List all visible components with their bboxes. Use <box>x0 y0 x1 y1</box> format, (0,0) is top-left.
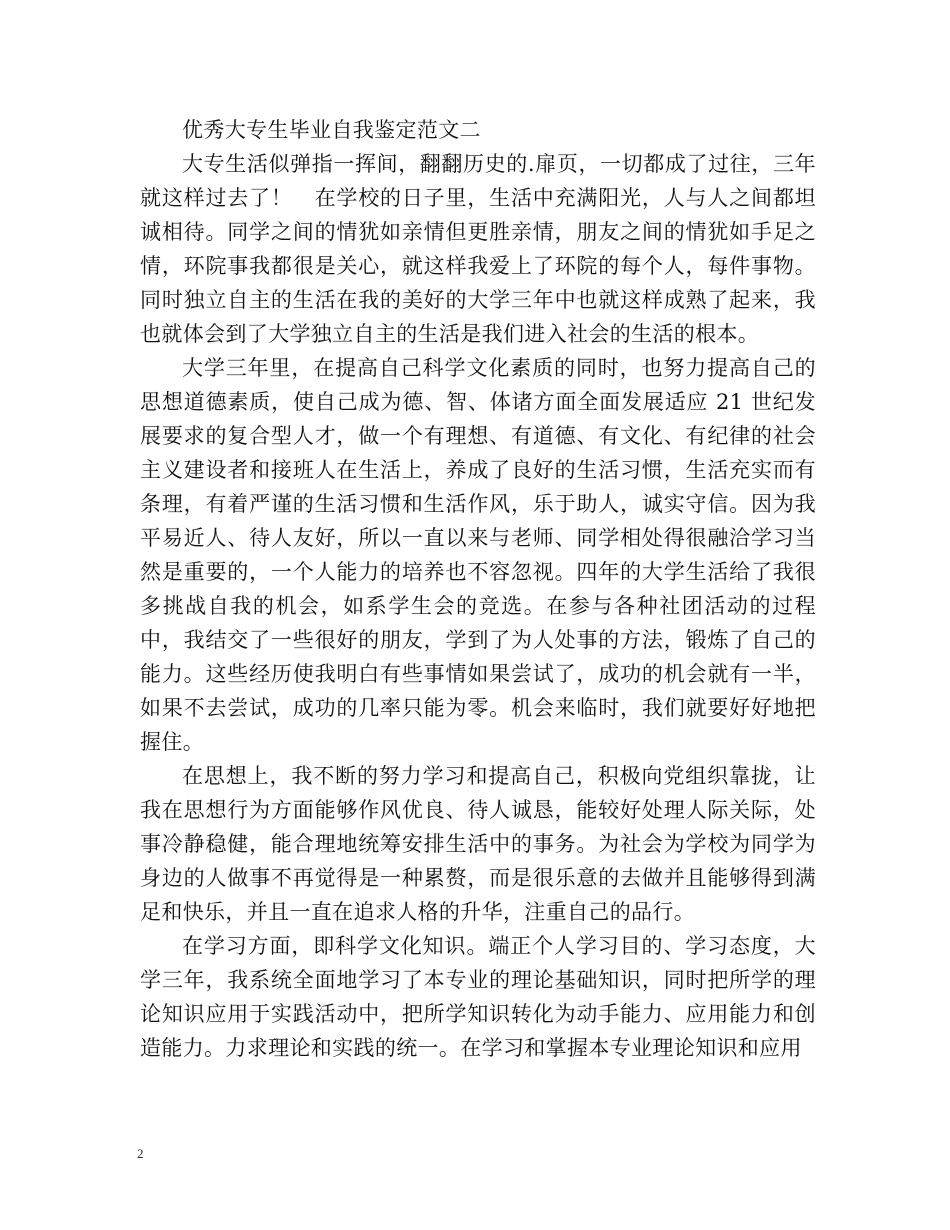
paragraph-2: 大学三年里，在提高自己科学文化素质的同时，也努力提高自己的思想道德素质，使自己成为德、智、体诸方面全面发展适应 21 世纪发展要求的复合型人才，做一个有理想、有道德、有文化、有纪律的社会主义建设者和接班人在生活上，养成了良好的生活习惯，生活充实而有条理，有着严谨的生活习惯和生活作风，乐于助人，诚实守信。因为我平易近人、待人友好，所以一直以来与老师、同学相处得很融洽学习当然是重要的，一个人能力的培养也不容忽视。四年的大学生活给了我很多挑战自我的机会，如系学生会的竞选。在参与各种社团活动的过程中，我结交了一些很好的朋友，学到了为人处事的方法，锻炼了自己的能力。这些经历使我明白有些事情如果尝试了，成功的机会就有一半，如果不去尝试，成功的几率只能为零。机会来临时，我们就要好好地把握住。 <box>140 356 816 754</box>
page-number: 2 <box>137 1146 144 1161</box>
document-title: 优秀大专生毕业自我鉴定范文二 <box>182 118 481 142</box>
paragraph-3: 在思想上，我不断的努力学习和提高自己，积极向党组织靠拢，让我在思想行为方面能够作风优良、待人诚恳，能较好处理人际关际，处事冷静稳健，能合理地统筹安排生活中的事务。为社会为学校为同学为身边的人做事不再觉得是一种累赘，而是很乐意的去做并且能够得到满足和快乐，并且一直在追求人格的升华，注重自己的品行。 <box>140 764 816 924</box>
paragraph-4: 在学习方面，即科学文化知识。端正个人学习目的、学习态度，大学三年，我系统全面地学习了本专业的理论基础知识，同时把所学的理论知识应用于实践活动中，把所学知识转化为动手能力、应用能力和创造能力。力求理论和实践的统一。在学习和掌握本专业理论知识和应用 <box>140 934 816 1060</box>
document-body <box>140 113 816 1065</box>
paragraph-1: 大专生活似弹指一挥间，翻翻历史的.扉页，一切都成了过往，三年就这样过去了！ 在学校的日子里，生活中充满阳光，人与人之间都坦诚相待。同学之间的情犹如亲情但更胜亲情，朋友之间的情犹如手足之情，环院事我都很是关心，就这样我爱上了环院的每个人，每件事物。同时独立自主的生活在我的美好的大学三年中也就这样成熟了起来，我也就体会到了大学独立自主的生活是我们进入社会的生活的根本。 <box>140 152 816 346</box>
